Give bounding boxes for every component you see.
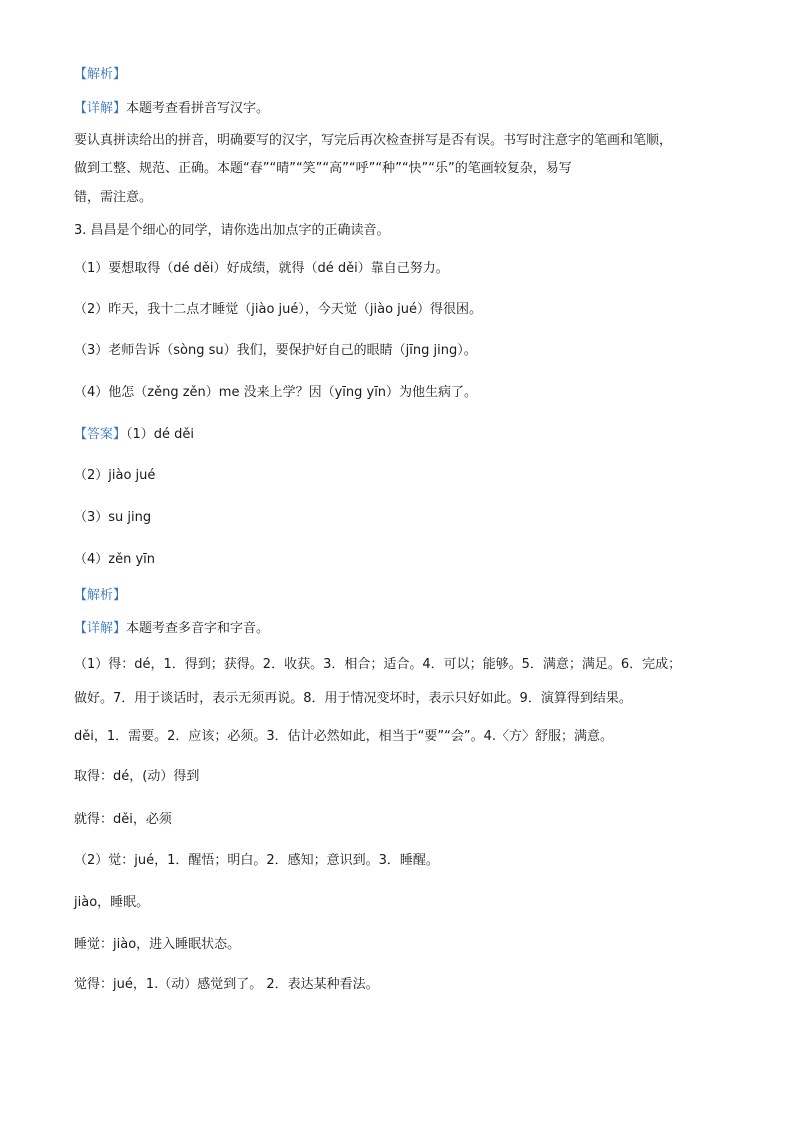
explanation-line-8: 睡觉：jiào，进入睡眠状态。 bbox=[74, 937, 241, 952]
question-item-3: （3）老师告诉（sòng su）我们，要保护好自己的眼睛（jīng jing）。 bbox=[74, 343, 477, 358]
explanation-line-1: （1）得：dé，1．得到；获得。2．收获。3．相合；适合。4．可以；能够。5．满意；满足。6．完成； bbox=[74, 657, 682, 672]
explanation-line-3: děi，1．需要。2．应该；必须。3．估计必然如此，相当于“要”“会”。4.〈方〉舒服；满意。 bbox=[74, 729, 614, 744]
detail-text-1: 本题考查看拼音写汉字。 bbox=[126, 101, 270, 116]
question-3-title: 3. 昌昌是个细心的同学，请你选出加点字的正确读音。 bbox=[74, 223, 390, 238]
answer-line-2: （2）jiào jué bbox=[74, 468, 156, 483]
jiexi-label-2: 【解析】 bbox=[74, 588, 127, 603]
answer-line-1 bbox=[74, 426, 194, 444]
explanation-line-6: （2）觉：jué，1．醒悟；明白。2．感知；意识到。3．睡醒。 bbox=[74, 853, 439, 868]
detail-line-2 bbox=[74, 620, 269, 638]
explanation-line-5: 就得：děi，必须 bbox=[74, 812, 172, 827]
explanation-line-9: 觉得：jué，1.（动）感觉到了。 2．表达某种看法。 bbox=[74, 977, 379, 992]
detail-label-1: 【详解】 bbox=[74, 101, 127, 116]
detail-text-2: 本题考查多音字和字音。 bbox=[126, 621, 270, 636]
para-line-1: 要认真拼读给出的拼音，明确要写的汉字，写完后再次检查拼写是否有误。书写时注意字的笔画和笔顺， bbox=[74, 133, 673, 148]
question-item-4: （4）他怎（zěng zěn）me 没来上学？因（yīng yīn）为他生病了。 bbox=[74, 385, 478, 400]
answer-line-3: （3）su jing bbox=[74, 510, 152, 525]
question-item-2: （2）昨天，我十二点才睡觉（jiào jué），今天觉（jiào jué）得很困。 bbox=[74, 302, 483, 317]
answer-first: （1）dé děi bbox=[126, 427, 195, 442]
explanation-line-7: jiào，睡眠。 bbox=[74, 895, 150, 910]
question-item-1: （1）要想取得（dé děi）好成绩，就得（dé děi）靠自己努力。 bbox=[74, 261, 449, 276]
answer-line-4: （4）zěn yīn bbox=[74, 552, 156, 567]
detail-line-1 bbox=[74, 100, 269, 118]
explanation-line-2: 做好。7．用于谈话时，表示无须再说。8．用于情况变坏时，表示只好如此。9．演算得到结果。 bbox=[74, 691, 632, 706]
jiexi-label-1: 【解析】 bbox=[74, 67, 127, 82]
explanation-line-4: 取得：dé，(动）得到 bbox=[74, 769, 200, 784]
answer-label: 【答案】 bbox=[74, 427, 127, 442]
para-line-2: 做到工整、规范、正确。本题“春”“晴”“笑”“高”“呼”“种”“快”“乐”的笔画较复杂，易写 bbox=[74, 161, 572, 176]
detail-label-2: 【详解】 bbox=[74, 621, 127, 636]
para-line-3: 错，需注意。 bbox=[74, 190, 153, 205]
